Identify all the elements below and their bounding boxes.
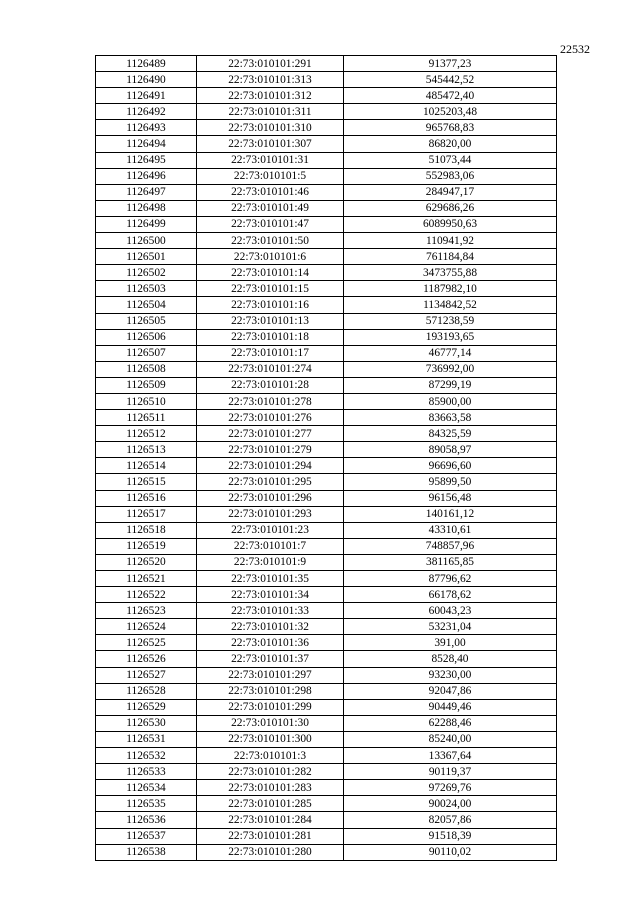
row-id-cell: 1126536 xyxy=(96,812,197,828)
value-cell: 545442,52 xyxy=(344,72,557,88)
cadastral-number-cell: 22:73:010101:3 xyxy=(197,748,344,764)
registry-table-body xyxy=(96,56,557,861)
cadastral-number-cell: 22:73:010101:34 xyxy=(197,587,344,603)
cadastral-number-cell: 22:73:010101:284 xyxy=(197,812,344,828)
table-row xyxy=(96,184,557,200)
value-cell: 87299,19 xyxy=(344,377,557,393)
table-row xyxy=(96,764,557,780)
row-id-cell: 1126490 xyxy=(96,72,197,88)
table-row xyxy=(96,538,557,554)
value-cell: 110941,92 xyxy=(344,233,557,249)
row-id-cell: 1126518 xyxy=(96,522,197,538)
row-id-cell: 1126501 xyxy=(96,249,197,265)
row-id-cell: 1126511 xyxy=(96,410,197,426)
value-cell: 571238,59 xyxy=(344,313,557,329)
row-id-cell: 1126506 xyxy=(96,329,197,345)
value-cell: 83663,58 xyxy=(344,410,557,426)
cadastral-number-cell: 22:73:010101:31 xyxy=(197,152,344,168)
cadastral-number-cell: 22:73:010101:6 xyxy=(197,249,344,265)
row-id-cell: 1126495 xyxy=(96,152,197,168)
cadastral-number-cell: 22:73:010101:30 xyxy=(197,715,344,731)
table-row xyxy=(96,329,557,345)
row-id-cell: 1126537 xyxy=(96,828,197,844)
row-id-cell: 1126513 xyxy=(96,442,197,458)
table-row xyxy=(96,796,557,812)
value-cell: 90110,02 xyxy=(344,844,557,860)
row-id-cell: 1126503 xyxy=(96,281,197,297)
table-row xyxy=(96,152,557,168)
value-cell: 66178,62 xyxy=(344,587,557,603)
row-id-cell: 1126496 xyxy=(96,168,197,184)
table-row xyxy=(96,812,557,828)
table-row xyxy=(96,571,557,587)
cadastral-number-cell: 22:73:010101:14 xyxy=(197,265,344,281)
row-id-cell: 1126491 xyxy=(96,88,197,104)
table-row xyxy=(96,828,557,844)
row-id-cell: 1126531 xyxy=(96,731,197,747)
value-cell: 13367,64 xyxy=(344,748,557,764)
cadastral-number-cell: 22:73:010101:50 xyxy=(197,233,344,249)
value-cell: 485472,40 xyxy=(344,88,557,104)
table-row xyxy=(96,410,557,426)
table-row xyxy=(96,104,557,120)
row-id-cell: 1126533 xyxy=(96,764,197,780)
row-id-cell: 1126505 xyxy=(96,313,197,329)
table-row xyxy=(96,265,557,281)
value-cell: 6089950,63 xyxy=(344,216,557,232)
value-cell: 97269,76 xyxy=(344,780,557,796)
value-cell: 8528,40 xyxy=(344,651,557,667)
table-row xyxy=(96,426,557,442)
table-row xyxy=(96,281,557,297)
row-id-cell: 1126504 xyxy=(96,297,197,313)
row-id-cell: 1126522 xyxy=(96,587,197,603)
cadastral-number-cell: 22:73:010101:277 xyxy=(197,426,344,442)
row-id-cell: 1126523 xyxy=(96,603,197,619)
row-id-cell: 1126532 xyxy=(96,748,197,764)
value-cell: 736992,00 xyxy=(344,361,557,377)
value-cell: 86820,00 xyxy=(344,136,557,152)
cadastral-number-cell: 22:73:010101:37 xyxy=(197,651,344,667)
row-id-cell: 1126535 xyxy=(96,796,197,812)
page-number: 22532 xyxy=(560,42,590,56)
row-id-cell: 1126530 xyxy=(96,715,197,731)
table-row xyxy=(96,683,557,699)
table-row xyxy=(96,490,557,506)
cadastral-number-cell: 22:73:010101:18 xyxy=(197,329,344,345)
row-id-cell: 1126521 xyxy=(96,571,197,587)
cadastral-number-cell: 22:73:010101:312 xyxy=(197,88,344,104)
cadastral-number-cell: 22:73:010101:13 xyxy=(197,313,344,329)
registry-table xyxy=(95,55,557,861)
value-cell: 381165,85 xyxy=(344,554,557,570)
table-row xyxy=(96,72,557,88)
value-cell: 43310,61 xyxy=(344,522,557,538)
value-cell: 140161,12 xyxy=(344,506,557,522)
table-row xyxy=(96,458,557,474)
cadastral-number-cell: 22:73:010101:274 xyxy=(197,361,344,377)
row-id-cell: 1126534 xyxy=(96,780,197,796)
cadastral-number-cell: 22:73:010101:28 xyxy=(197,377,344,393)
table-row xyxy=(96,200,557,216)
value-cell: 91518,39 xyxy=(344,828,557,844)
row-id-cell: 1126527 xyxy=(96,667,197,683)
row-id-cell: 1126509 xyxy=(96,377,197,393)
table-row xyxy=(96,715,557,731)
cadastral-number-cell: 22:73:010101:46 xyxy=(197,184,344,200)
value-cell: 93230,00 xyxy=(344,667,557,683)
row-id-cell: 1126497 xyxy=(96,184,197,200)
value-cell: 90449,46 xyxy=(344,699,557,715)
row-id-cell: 1126517 xyxy=(96,506,197,522)
cadastral-number-cell: 22:73:010101:280 xyxy=(197,844,344,860)
cadastral-number-cell: 22:73:010101:279 xyxy=(197,442,344,458)
row-id-cell: 1126510 xyxy=(96,393,197,409)
cadastral-number-cell: 22:73:010101:5 xyxy=(197,168,344,184)
table-row xyxy=(96,120,557,136)
cadastral-number-cell: 22:73:010101:36 xyxy=(197,635,344,651)
cadastral-number-cell: 22:73:010101:9 xyxy=(197,554,344,570)
table-row xyxy=(96,88,557,104)
table-row xyxy=(96,635,557,651)
row-id-cell: 1126516 xyxy=(96,490,197,506)
value-cell: 46777,14 xyxy=(344,345,557,361)
cadastral-number-cell: 22:73:010101:313 xyxy=(197,72,344,88)
table-row xyxy=(96,619,557,635)
table-row xyxy=(96,216,557,232)
table-row xyxy=(96,844,557,860)
cadastral-number-cell: 22:73:010101:307 xyxy=(197,136,344,152)
table-row xyxy=(96,377,557,393)
row-id-cell: 1126489 xyxy=(96,56,197,72)
row-id-cell: 1126507 xyxy=(96,345,197,361)
cadastral-number-cell: 22:73:010101:276 xyxy=(197,410,344,426)
value-cell: 91377,23 xyxy=(344,56,557,72)
cadastral-number-cell: 22:73:010101:49 xyxy=(197,200,344,216)
table-row xyxy=(96,603,557,619)
cadastral-number-cell: 22:73:010101:35 xyxy=(197,571,344,587)
row-id-cell: 1126529 xyxy=(96,699,197,715)
cadastral-number-cell: 22:73:010101:281 xyxy=(197,828,344,844)
table-row xyxy=(96,249,557,265)
value-cell: 1187982,10 xyxy=(344,281,557,297)
value-cell: 92047,86 xyxy=(344,683,557,699)
cadastral-number-cell: 22:73:010101:285 xyxy=(197,796,344,812)
cadastral-number-cell: 22:73:010101:295 xyxy=(197,474,344,490)
value-cell: 3473755,88 xyxy=(344,265,557,281)
cadastral-number-cell: 22:73:010101:47 xyxy=(197,216,344,232)
table-row xyxy=(96,393,557,409)
value-cell: 85900,00 xyxy=(344,393,557,409)
cadastral-number-cell: 22:73:010101:311 xyxy=(197,104,344,120)
cadastral-number-cell: 22:73:010101:282 xyxy=(197,764,344,780)
row-id-cell: 1126500 xyxy=(96,233,197,249)
row-id-cell: 1126512 xyxy=(96,426,197,442)
value-cell: 193193,65 xyxy=(344,329,557,345)
row-id-cell: 1126514 xyxy=(96,458,197,474)
table-row xyxy=(96,522,557,538)
value-cell: 89058,97 xyxy=(344,442,557,458)
value-cell: 748857,96 xyxy=(344,538,557,554)
cadastral-number-cell: 22:73:010101:23 xyxy=(197,522,344,538)
table-row xyxy=(96,56,557,72)
cadastral-number-cell: 22:73:010101:33 xyxy=(197,603,344,619)
value-cell: 629686,26 xyxy=(344,200,557,216)
value-cell: 62288,46 xyxy=(344,715,557,731)
cadastral-number-cell: 22:73:010101:32 xyxy=(197,619,344,635)
table-row xyxy=(96,699,557,715)
table-row xyxy=(96,233,557,249)
value-cell: 84325,59 xyxy=(344,426,557,442)
table-row xyxy=(96,313,557,329)
table-row xyxy=(96,554,557,570)
cadastral-number-cell: 22:73:010101:310 xyxy=(197,120,344,136)
cadastral-number-cell: 22:73:010101:17 xyxy=(197,345,344,361)
row-id-cell: 1126502 xyxy=(96,265,197,281)
value-cell: 85240,00 xyxy=(344,731,557,747)
row-id-cell: 1126538 xyxy=(96,844,197,860)
table-row xyxy=(96,345,557,361)
cadastral-number-cell: 22:73:010101:293 xyxy=(197,506,344,522)
table-row xyxy=(96,168,557,184)
value-cell: 1134842,52 xyxy=(344,297,557,313)
row-id-cell: 1126493 xyxy=(96,120,197,136)
value-cell: 761184,84 xyxy=(344,249,557,265)
value-cell: 51073,44 xyxy=(344,152,557,168)
table-row xyxy=(96,731,557,747)
table-row xyxy=(96,136,557,152)
table-row xyxy=(96,361,557,377)
row-id-cell: 1126492 xyxy=(96,104,197,120)
table-row xyxy=(96,297,557,313)
cadastral-number-cell: 22:73:010101:291 xyxy=(197,56,344,72)
row-id-cell: 1126494 xyxy=(96,136,197,152)
table-row xyxy=(96,780,557,796)
row-id-cell: 1126526 xyxy=(96,651,197,667)
value-cell: 90119,37 xyxy=(344,764,557,780)
cadastral-number-cell: 22:73:010101:15 xyxy=(197,281,344,297)
row-id-cell: 1126498 xyxy=(96,200,197,216)
value-cell: 1025203,48 xyxy=(344,104,557,120)
cadastral-number-cell: 22:73:010101:283 xyxy=(197,780,344,796)
row-id-cell: 1126515 xyxy=(96,474,197,490)
value-cell: 53231,04 xyxy=(344,619,557,635)
value-cell: 60043,23 xyxy=(344,603,557,619)
cadastral-number-cell: 22:73:010101:16 xyxy=(197,297,344,313)
value-cell: 96696,60 xyxy=(344,458,557,474)
cadastral-number-cell: 22:73:010101:296 xyxy=(197,490,344,506)
table-row xyxy=(96,474,557,490)
table-row xyxy=(96,587,557,603)
value-cell: 87796,62 xyxy=(344,571,557,587)
row-id-cell: 1126525 xyxy=(96,635,197,651)
cadastral-number-cell: 22:73:010101:278 xyxy=(197,393,344,409)
value-cell: 284947,17 xyxy=(344,184,557,200)
row-id-cell: 1126524 xyxy=(96,619,197,635)
table-row xyxy=(96,667,557,683)
value-cell: 552983,06 xyxy=(344,168,557,184)
cadastral-number-cell: 22:73:010101:298 xyxy=(197,683,344,699)
value-cell: 90024,00 xyxy=(344,796,557,812)
row-id-cell: 1126499 xyxy=(96,216,197,232)
table-row xyxy=(96,506,557,522)
cadastral-number-cell: 22:73:010101:299 xyxy=(197,699,344,715)
value-cell: 391,00 xyxy=(344,635,557,651)
row-id-cell: 1126519 xyxy=(96,538,197,554)
cadastral-number-cell: 22:73:010101:294 xyxy=(197,458,344,474)
cadastral-number-cell: 22:73:010101:300 xyxy=(197,731,344,747)
cadastral-number-cell: 22:73:010101:7 xyxy=(197,538,344,554)
row-id-cell: 1126520 xyxy=(96,554,197,570)
value-cell: 965768,83 xyxy=(344,120,557,136)
table-row xyxy=(96,651,557,667)
table-row xyxy=(96,748,557,764)
value-cell: 96156,48 xyxy=(344,490,557,506)
value-cell: 95899,50 xyxy=(344,474,557,490)
table-row xyxy=(96,442,557,458)
cadastral-number-cell: 22:73:010101:297 xyxy=(197,667,344,683)
row-id-cell: 1126528 xyxy=(96,683,197,699)
value-cell: 82057,86 xyxy=(344,812,557,828)
row-id-cell: 1126508 xyxy=(96,361,197,377)
